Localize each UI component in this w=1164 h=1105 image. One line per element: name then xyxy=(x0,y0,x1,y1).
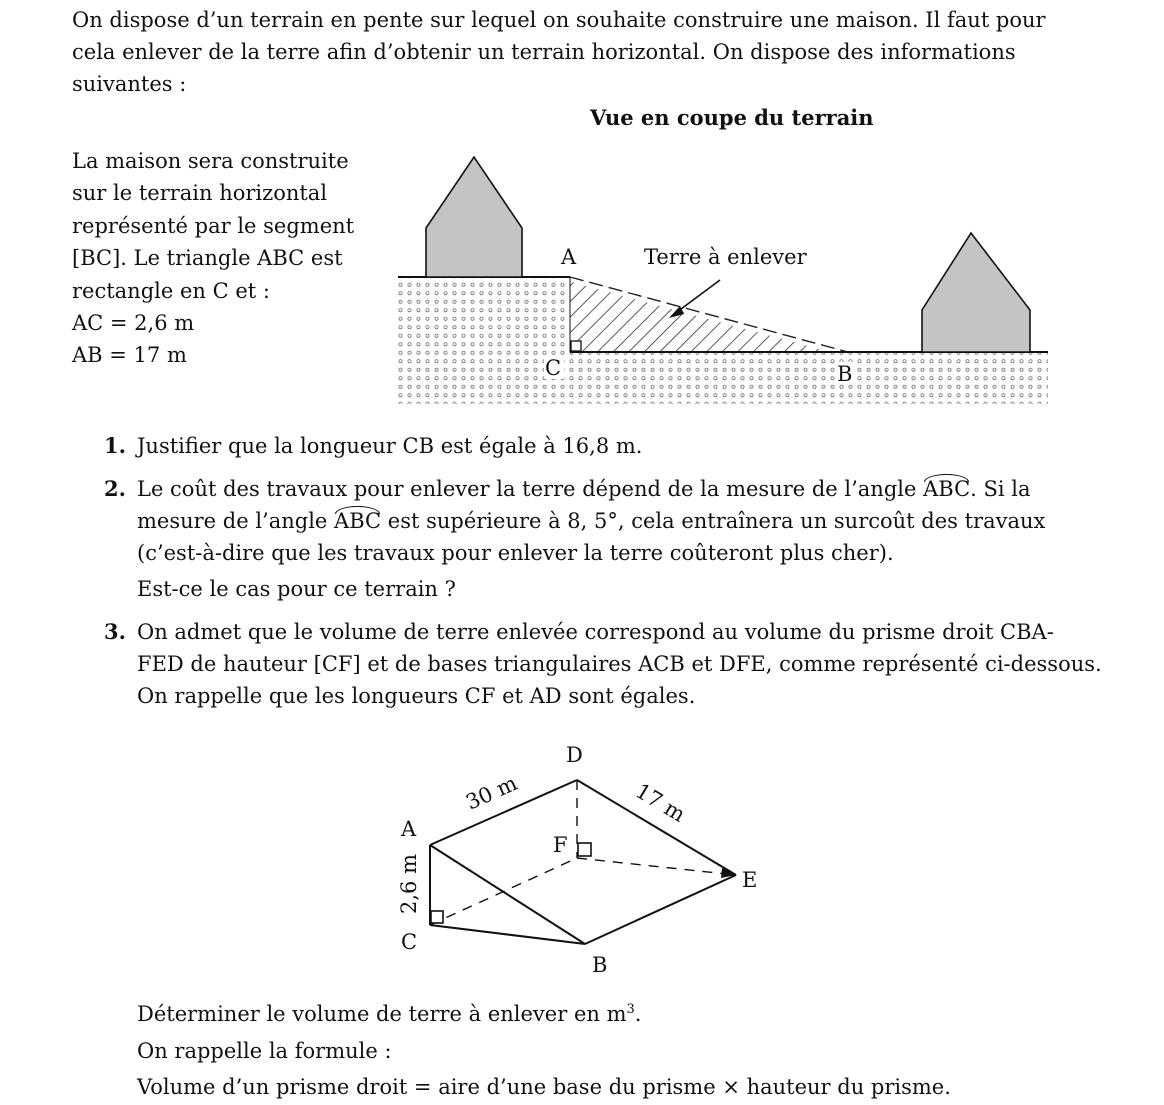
figure1-cross-section xyxy=(0,0,1164,430)
right-angle-c2 xyxy=(431,911,443,923)
intro-line-2: cela enlever de la terre afin d’obtenir un terrain horizontal. On dispose des informations xyxy=(72,40,1016,64)
edge-be xyxy=(585,875,736,944)
right-angle-c xyxy=(571,341,581,351)
figure2-prism xyxy=(0,730,1164,990)
prism-label-c: C xyxy=(401,930,418,954)
q3-line-1: On admet que le volume de terre enlevée correspond au volume du prisme droit CBA- xyxy=(137,620,1054,644)
edge-ab xyxy=(430,845,585,944)
label-b: B xyxy=(837,362,853,386)
figure1-title: Vue en coupe du terrain xyxy=(590,105,874,130)
q3-formula: Volume d’un prisme droit = aire d’une base du prisme × hauteur du prisme. xyxy=(137,1075,951,1099)
q3-line-3: On rappelle que les longueurs CF et AD sont égales. xyxy=(137,684,696,708)
prism-label-e: E xyxy=(742,868,758,892)
q2-line1-b: . Si la xyxy=(970,477,1031,501)
q2-line1-a: Le coût des travaux pour enlever la terre dépend de la mesure de l’angle xyxy=(137,477,924,501)
left-line-2: sur le terrain horizontal xyxy=(72,181,328,205)
q2-line2-b: est supérieure à 8, 5°, cela entraînera un surcoût des travaux xyxy=(381,509,1046,533)
edge-cf xyxy=(430,858,577,925)
left-line-1: La maison sera construite xyxy=(72,149,349,173)
intro-line-3: suivantes : xyxy=(72,72,187,96)
right-angle-f xyxy=(578,843,591,856)
q2-line-3: (c’est-à-dire que les travaux pour enlever la terre coûteront plus cher). xyxy=(137,541,894,565)
len-30m: 30 m xyxy=(462,770,521,815)
left-line-ab: AB = 17 m xyxy=(72,343,187,367)
prism-label-d: D xyxy=(566,743,583,767)
soil-upper xyxy=(398,277,570,352)
intro-line-1: On dispose d’un terrain en pente sur lequel on souhaite construire une maison. Il faut pour xyxy=(72,8,1046,32)
prism-label-b: B xyxy=(592,953,608,977)
q3-rappel: On rappelle la formule : xyxy=(137,1039,392,1063)
q2-line2-a: mesure de l’angle xyxy=(137,509,335,533)
soil-lower xyxy=(398,352,1048,404)
len-2-6m: 2,6 m xyxy=(397,854,421,914)
q2-line-2 xyxy=(137,505,1045,537)
house-left xyxy=(426,157,522,277)
q2-number: 2. xyxy=(104,476,126,501)
q3-number: 3. xyxy=(104,619,126,644)
left-line-3: représenté par le segment xyxy=(72,214,355,238)
q1-number: 1. xyxy=(104,433,126,458)
q2-angle-abc-2: ABC xyxy=(334,505,381,537)
q3-line-2: FED de hauteur [CF] et de bases triangulaires ACB et DFE, comme représenté ci-dessous. xyxy=(137,652,1102,676)
prism-label-a: A xyxy=(401,817,417,841)
label-a: A xyxy=(561,245,577,269)
q2-line-1 xyxy=(137,473,1031,505)
left-line-ac: AC = 2,6 m xyxy=(72,311,195,335)
q3-det-b: . xyxy=(634,1002,642,1026)
terre-arrow xyxy=(677,280,720,312)
left-line-4: [BC]. Le triangle ABC est xyxy=(72,246,343,270)
len-17m: 17 m xyxy=(631,778,690,827)
label-c: C xyxy=(545,356,562,380)
label-terre: Terre à enlever xyxy=(644,245,807,269)
q3-det-a: Déterminer le volume de terre à enlever en m xyxy=(137,1002,627,1026)
house-right xyxy=(922,233,1030,352)
prism-label-f: F xyxy=(553,833,568,857)
q2-angle-abc-1: ABC xyxy=(923,473,970,505)
edge-cb xyxy=(430,925,585,944)
q2-line-4: Est-ce le cas pour ce terrain ? xyxy=(137,577,456,601)
q3-det-sup: 3 xyxy=(626,1002,635,1017)
left-line-5: rectangle en C et : xyxy=(72,279,270,303)
q1-text: Justifier que la longueur CB est égale à 16,8 m. xyxy=(137,434,643,458)
q3-determine xyxy=(137,998,641,1030)
